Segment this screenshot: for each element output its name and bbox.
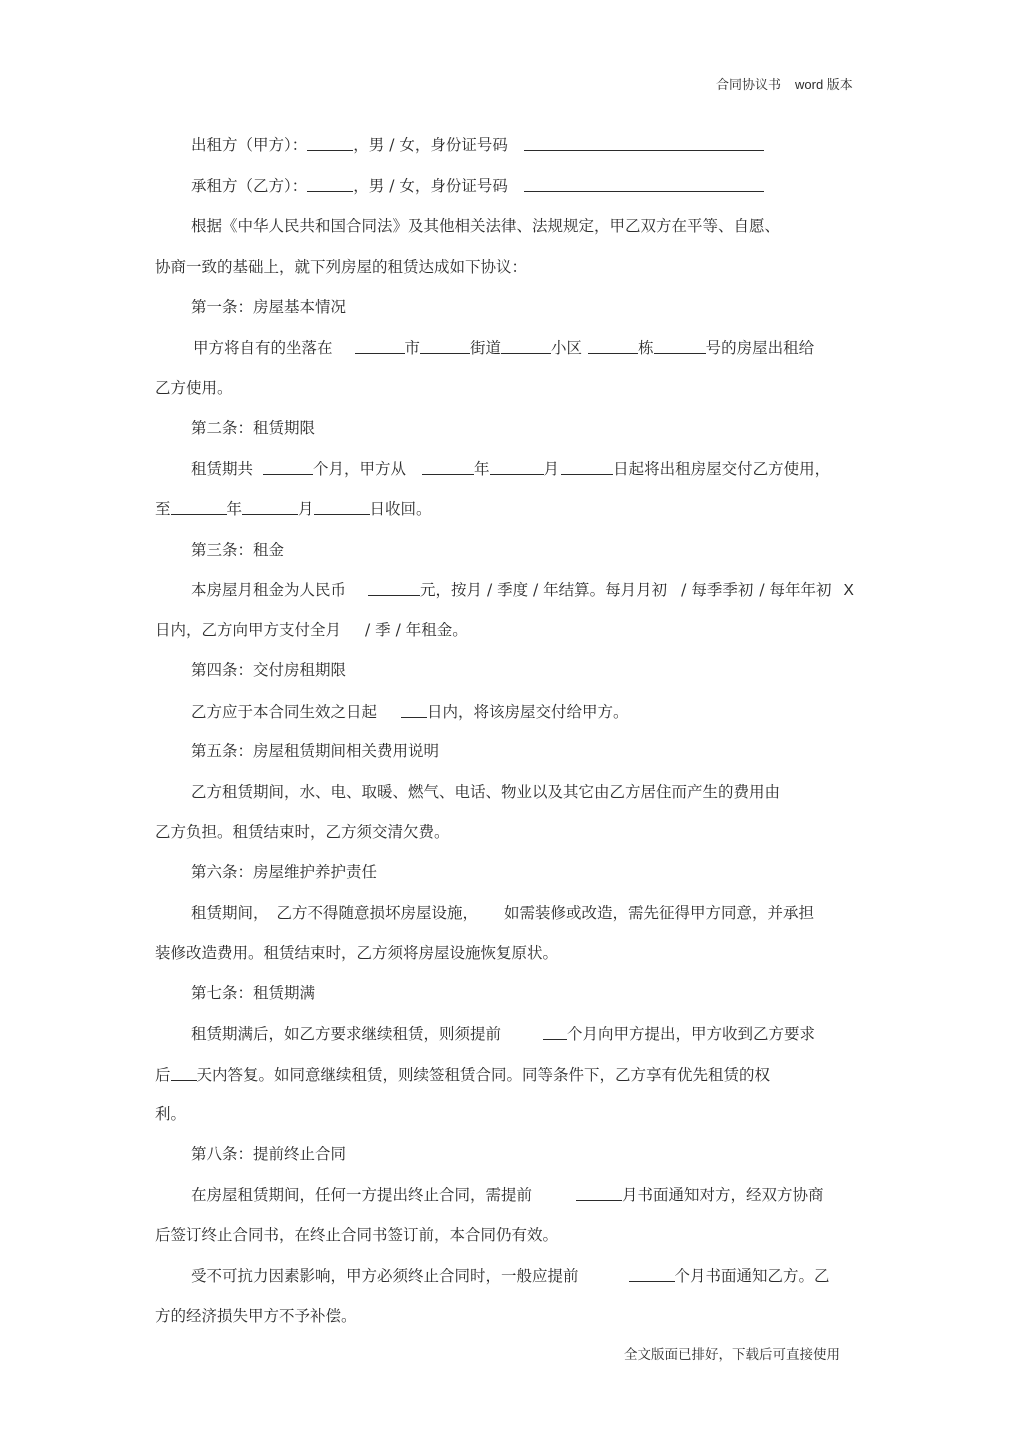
lessee-id-blank[interactable]	[524, 176, 764, 192]
building-blank[interactable]	[588, 338, 638, 354]
street-label: 街道	[470, 339, 502, 357]
community-blank[interactable]	[501, 338, 551, 354]
article-1-end: 号的房屋出租给	[705, 339, 815, 357]
article-1-line-2: 乙方使用。	[155, 379, 233, 397]
article-8-title: 第八条：提前终止合同	[191, 1145, 347, 1163]
lessor-gender: ，男 / 女，身份证号码	[353, 136, 508, 154]
lessor-label: 出租方（甲方）：	[191, 136, 308, 154]
x-mark: X	[843, 582, 854, 599]
article-8-d: 个月书面通知乙方。乙	[674, 1267, 830, 1285]
article-1-text: 甲方将自有的坐落在	[193, 339, 333, 357]
article-8-line-4: 方的经济损失甲方不予补偿。	[155, 1307, 357, 1325]
article-3-text: 本房屋月租金为人民币	[191, 581, 347, 599]
intro-line-1: 根据《中华人民共和国合同法》及其他相关法律、法规规定，甲乙双方在平等、自愿、	[191, 217, 781, 235]
article-6-c: 如需装修或改造，需先征得甲方同意，并承担	[504, 904, 815, 922]
article-7-line-2-text: 天内答复。如同意继续租赁，则续签租赁合同。同等条件下，乙方享有优先租赁的权	[196, 1066, 771, 1084]
article-7-title: 第七条：租赁期满	[191, 984, 316, 1002]
start-month-blank[interactable]	[490, 459, 544, 475]
city-blank[interactable]	[355, 338, 405, 354]
header-title: 合同协议书	[716, 78, 782, 93]
end-year-label: 年	[226, 500, 243, 518]
building-label: 栋	[638, 339, 654, 357]
lessor-id-blank[interactable]	[524, 135, 764, 151]
article-4-end: 日内，将该房屋交付给甲方。	[427, 703, 629, 721]
day-end-label: 日收回。	[369, 500, 432, 518]
article-6-line-2: 装修改造费用。租赁结束时，乙方须将房屋设施恢复原状。	[155, 944, 559, 962]
end-month-blank[interactable]	[242, 499, 298, 515]
lessee-line	[191, 176, 764, 196]
article-7-b: 个月向甲方提出，甲方收到乙方要求	[567, 1025, 816, 1043]
end-year-blank[interactable]	[171, 499, 227, 515]
termination-notice-blank[interactable]	[576, 1185, 622, 1201]
month-label: 月	[543, 460, 560, 478]
delivery-days-blank[interactable]	[401, 702, 427, 718]
article-8-line-3	[191, 1266, 830, 1286]
article-4-title: 第四条：交付房租期限	[191, 661, 347, 679]
article-7-line-2	[155, 1065, 770, 1085]
start-year-blank[interactable]	[422, 459, 474, 475]
house-number-blank[interactable]	[654, 338, 706, 354]
article-3-line-2b: / 季 / 年租金。	[365, 621, 468, 639]
page-header	[716, 76, 853, 95]
article-3-quarter: / 每季季初	[681, 581, 754, 599]
article-2-line-1	[191, 459, 830, 479]
article-3-mid: 元，按月 / 季度 / 年结算。每月月初	[420, 581, 668, 599]
article-3-line-2	[155, 620, 468, 640]
article-4-text: 乙方应于本合同生效之日起	[191, 703, 378, 721]
article-3-line-1	[191, 580, 854, 601]
community-label: 小区	[551, 339, 583, 357]
lessee-gender: ，男 / 女，身份证号码	[353, 177, 508, 195]
article-8-b: 月书面通知对方，经双方协商	[622, 1186, 824, 1204]
article-4-line-1	[191, 702, 629, 722]
street-blank[interactable]	[420, 338, 470, 354]
rent-amount-blank[interactable]	[368, 580, 420, 596]
reply-days-blank[interactable]	[171, 1065, 197, 1081]
article-8-a: 在房屋租赁期间，任何一方提出终止合同，需提前	[191, 1186, 533, 1204]
page-footer: 全文版面已排好，下载后可直接使用	[624, 1347, 840, 1363]
notice-months-blank[interactable]	[543, 1024, 567, 1040]
article-6-b: 乙方不得随意损坏房屋设施，	[276, 904, 479, 922]
start-day-blank[interactable]	[561, 459, 613, 475]
intro-line-2: 协商一致的基础上，就下列房屋的租赁达成如下协议：	[155, 258, 528, 276]
article-8-c: 受不可抗力因素影响，甲方必须终止合同时，一般应提前	[191, 1267, 579, 1285]
article-6-a: 租赁期间，	[191, 904, 269, 922]
to-label: 至	[155, 500, 171, 518]
article-2-title: 第二条：租赁期限	[191, 419, 316, 437]
lessee-name-blank[interactable]	[307, 176, 353, 192]
lessor-line	[191, 135, 764, 155]
article-3-year: / 每年年初	[759, 581, 832, 599]
lease-months-blank[interactable]	[263, 459, 313, 475]
day-rest-label: 日起将出租房屋交付乙方使用，	[613, 460, 831, 478]
months-from-label: 个月，甲方从	[313, 460, 407, 478]
article-5-line-2: 乙方负担。租赁结束时，乙方须交清欠费。	[155, 823, 450, 841]
force-majeure-notice-blank[interactable]	[629, 1266, 675, 1282]
article-6-line-1	[191, 903, 814, 923]
article-2-text: 租赁期共	[191, 460, 254, 478]
article-5-title: 第五条：房屋租赁期间相关费用说明	[191, 742, 440, 760]
article-2-line-2	[155, 499, 432, 519]
city-label: 市	[404, 339, 421, 357]
article-7-line-1	[191, 1024, 815, 1044]
article-1-title: 第一条：房屋基本情况	[191, 298, 347, 316]
article-7-a: 租赁期满后，如乙方要求继续租赁，则须提前	[191, 1025, 502, 1043]
end-day-blank[interactable]	[314, 499, 370, 515]
article-5-line-1: 乙方租赁期间，水、电、取暖、燃气、电话、物业以及其它由乙方居住而产生的费用由	[191, 783, 781, 801]
article-7-after: 后	[155, 1066, 171, 1084]
lessor-name-blank[interactable]	[307, 135, 353, 151]
article-8-line-1	[191, 1185, 824, 1205]
end-month-label: 月	[298, 500, 314, 518]
article-7-line-3: 利。	[155, 1105, 187, 1123]
header-version: word 版本	[795, 77, 853, 92]
article-8-line-2: 后签订终止合同书，在终止合同书签订前，本合同仍有效。	[155, 1226, 559, 1244]
article-3-line-2a: 日内，乙方向甲方支付全月	[155, 621, 342, 639]
year-label: 年	[474, 460, 490, 478]
article-1-line-1	[193, 338, 814, 358]
article-3-title: 第三条：租金	[191, 541, 285, 559]
lessee-label: 承租方（乙方）：	[191, 177, 308, 195]
article-6-title: 第六条：房屋维护养护责任	[191, 863, 378, 881]
